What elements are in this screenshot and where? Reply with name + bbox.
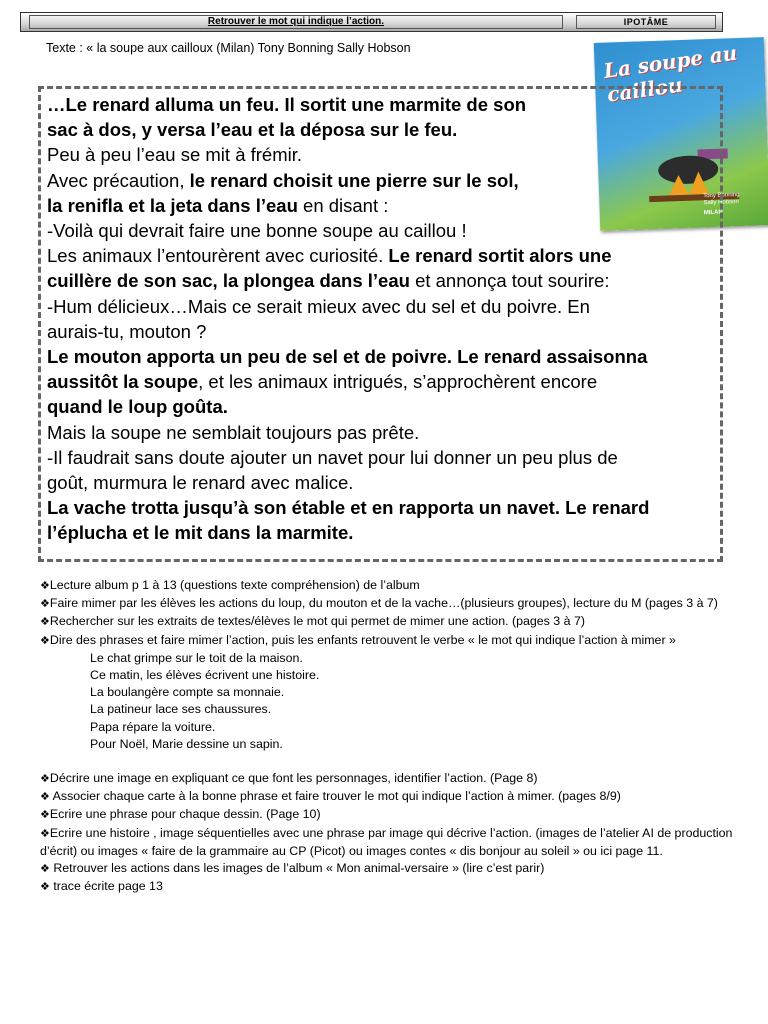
note-item: ❖ Associer chaque carte à la bonne phrase et faire trouver le mot qui indique l’action à mimer. (pages 8/9) [40, 789, 621, 804]
note-item: ❖ trace écrite page 13 [40, 879, 163, 894]
example-sentence: La boulangère compte sa monnaie. [90, 685, 285, 700]
header-title: Retrouver le mot qui indique l’action. [29, 15, 563, 29]
note-item: ❖Lecture album p 1 à 13 (questions texte compréhension) de l’album [40, 578, 420, 592]
book-cover-authors: Tony Bonning Sally Hobson MILAN [703, 192, 740, 217]
source-reference: Texte : « la soupe aux cailloux (Milan) Tony Bonning Sally Hobson [46, 41, 411, 55]
note-item: ❖Décrire une image en expliquant ce que font les personnages, identifier l’action. (Page 8) [40, 771, 538, 786]
story-text: …Le renard alluma un feu. Il sortit une marmite de son sac à dos, y versa l’eau et la déposa sur le feu. Peu à peu l’eau se mit à frémir. Avec précaution, le renard choisit une pierre sur le sol, la renifla et la jeta dans l’eau en disant : -Voilà qui devrait faire une bonne soupe au caillou ! Les animaux l’entourèrent avec curiosité. Le renard sortit alors une cuillère de son sac, la plongea dans l’eau et annonça tout sourire: -Hum délicieux…Mais ce serait mieux avec du sel et du poivre. En aurais-tu, mouton ? Le mouton apporta un peu de sel et de poivre. Le renard assaisonna aussitôt la soupe, et les animaux intrigués, s’approchèrent encore quand le loup goûta. Mais la soupe ne semblait toujours pas prête. -Il faudrait sans doute ajouter un navet pour lui donner un peu plus de goût, murmura le renard avec malice. La vache trotta jusqu’à son étable et en rapporta un navet. Le renard l’éplucha et le mit dans la marmite. [47, 94, 650, 544]
teacher-notes [40, 577, 765, 896]
note-item: ❖Ecrire une phrase pour chaque dessin. (Page 10) [40, 807, 321, 822]
book-cover-title: La soupe au caillou [602, 40, 739, 107]
example-sentence: Pour Noël, Marie dessine un sapin. [90, 736, 283, 751]
note-item: ❖Rechercher sur les extraits de textes/élèves le mot qui permet de mimer une action. (pages 3 à 7) [40, 614, 585, 629]
note-item: ❖Dire des phrases et faire mimer l’action, puis les enfants retrouvent le verbe « le mot qui indique l’action à mimer » [40, 632, 676, 647]
example-sentence: Papa répare la voiture. [90, 719, 216, 734]
example-sentence: La patineur lace ses chaussures. [90, 702, 272, 717]
header-tag: IPOTÂME [576, 15, 716, 29]
header-bar [20, 12, 723, 32]
note-item: ❖Ecrire une histoire , image séquentielles avec une phrase par image qui décrive l’action. (images de l’atelier AI de production d’écrit) ou images « faire de la grammaire au CP (Picot) ou images contes « dis bonjour au soleil » ou ici page 11. [40, 825, 733, 858]
example-sentence: Le chat grimpe sur le toit de la maison. [90, 650, 303, 665]
note-item: ❖Faire mimer par les élèves les actions du loup, du mouton et de la vache…(plusieurs groupes), lecture du M (pages 3 à 7) [40, 596, 718, 611]
note-item: ❖ Retrouver les actions dans les images de l’album « Mon animal-versaire » (lire c’est parir) [40, 861, 545, 876]
example-sentence: Ce matin, les élèves écrivent une histoire. [90, 668, 320, 683]
